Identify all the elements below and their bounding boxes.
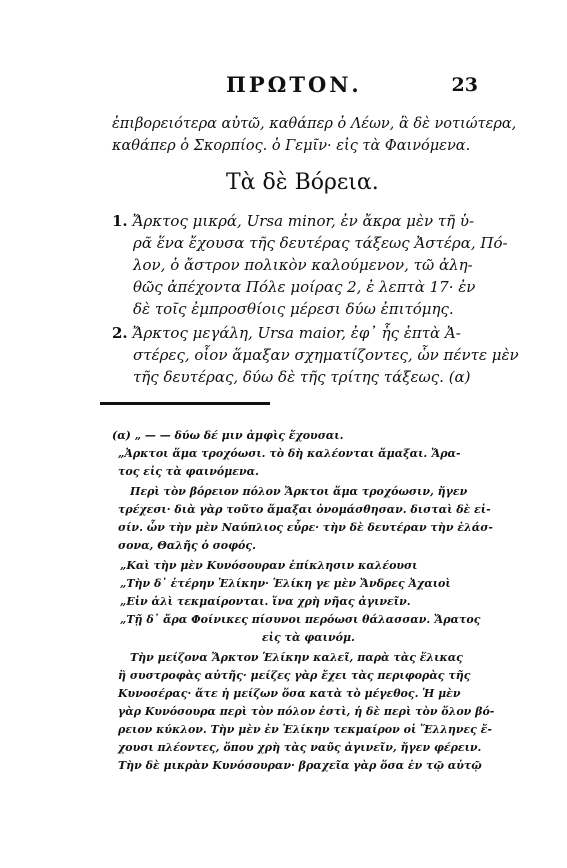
footnote-line: „Τῇ δ᾽ ἄρα Φοίνικες πίσυνοι περόωσι θάλασσαν. Ἄρατος [120, 613, 481, 626]
footnote-line: ἢ συστροφὰς αὐτῆς· μείζες γὰρ ἔχει τὰς περιφορὰς τῆς [118, 669, 471, 682]
intro-line: καθάπερ ὁ Σκορπίος. ὁ Γεμῖν· εἰς τὰ Φαινόμενα. [112, 138, 471, 154]
entry-text: Ἄρκτος μικρά, Ursa minor, ἐν ἄκρα μὲν τῆ ὑ- [132, 212, 475, 230]
footnote-line: ρειον κύκλον. Τὴν μὲν ἐν Ἑλίκην τεκμαίρον οἱ Ἕλληνες ἔ- [118, 723, 492, 736]
entry-line: λον, ὁ ἄστρον πολικὸν καλούμενον, τῶ ἀλη- [133, 256, 473, 274]
footnote-line: Τὴν δὲ μικρὰν Κυνόσουραν· βραχεῖα γὰρ ὅσα ἐν τῷ αὐτῷ [118, 759, 482, 772]
entry-text: Ἄρκτος μεγάλη, Ursa maior, ἐφ᾽ ἧς ἑπτὰ Ἀ- [132, 324, 461, 342]
entry-number: 2. [112, 324, 128, 342]
footnote-rule [100, 402, 270, 405]
entry-line [112, 326, 461, 341]
page-header [118, 72, 478, 100]
footnote-line: „Εἰν ἁλὶ τεκμαίρονται. ἵνα χρὴ νῆας ἀγινεῖν. [120, 595, 411, 608]
page-number: 23 [451, 74, 478, 96]
footnote-line: σίν. ὧν τὴν μὲν Ναύπλιος εὗρε· τὴν δὲ δευτέραν τὴν ἐλάσ- [118, 521, 493, 534]
footnote-line: τος εἰς τὰ φαινόμενα. [118, 465, 259, 478]
footnote-line: Περὶ τὸν βόρειον πόλον Ἄρκτοι ἅμα τροχόωσιν, ἤγεν [130, 485, 468, 498]
entry-line [112, 214, 474, 229]
footnote-line: „Τὴν δ᾽ ἑτέρην Ἑλίκην· Ἑλίκη γε μὲν Ἄνδρες Ἀχαιοὶ [120, 577, 451, 590]
intro-line: ἐπιβορειότερα αὐτῶ, καθάπερ ὁ Λέων, ἃ δὲ νοτιώτερα, [112, 116, 517, 132]
footnote-line: γὰρ Κυνόσουρα περὶ τὸν πόλον ἐστὶ, ἡ δὲ περὶ τὸν ὅλον βό- [118, 705, 495, 718]
footnote-line: σονα, Θαλῆς ὁ σοφός. [118, 539, 256, 552]
entry-line: δὲ τοῖς ἐμπροσθίοις μέρεσι δύω ἐπιτόμης. [133, 300, 454, 318]
footnote-line: Τὴν μείζονα Ἄρκτον Ἑλίκην καλεῖ, παρὰ τὰς ἕλικας [130, 651, 463, 664]
footnote-line: Κυνοσέρας· ἅτε ἡ μείζων ὅσα κατὰ τὸ μέγεθος. Ἡ μὲν [118, 687, 461, 700]
entry-line: τῆς δευτέρας, δύω δὲ τῆς τρίτης τάξεως. (α) [133, 368, 471, 386]
footnote-line: „Καὶ τὴν μὲν Κυνόσουραν ἐπίκλησιν καλέουσι [120, 559, 418, 572]
entry-line: θῶς ἀπέχοντα Πόλε μοίρας 2, ἐ λεπτὰ 17· ἐν [133, 278, 476, 296]
running-title: ΠΡΩΤΟΝ. [226, 72, 362, 97]
entry-number: 1. [112, 212, 128, 230]
section-heading: Τὰ δὲ Βόρεια. [226, 170, 379, 195]
footnote-line: χουσι πλέοντες, ὅπου χρὴ τὰς ναῦς ἀγινεῖν, ἤγεν φέρειν. [118, 741, 482, 754]
footnote-line: (α) „ — — δύω δέ μιν ἀμφὶς ἔχουσαι. [112, 429, 344, 442]
footnote-line: „Ἀρκτοι ἅμα τροχόωσι. τὸ δὴ καλέονται ἅμαξαι. Ἄρα- [118, 447, 461, 460]
entry-line: στέρες, οἷον ἅμαξαν σχηματίζοντες, ὧν πέντε μὲν [133, 346, 519, 364]
footnote-line: τρέχεσι· διὰ γὰρ τοῦτο ἅμαξαι ὀνομάσθησαν. δισταὶ δὲ εἰ- [118, 503, 491, 516]
footnote-line: εἰς τὰ φαινόμ. [262, 631, 355, 644]
entry-line: ρᾶ ἕνα ἔχουσα τῆς δευτέρας τάξεως Ἀστέρα, Πό- [133, 234, 508, 252]
